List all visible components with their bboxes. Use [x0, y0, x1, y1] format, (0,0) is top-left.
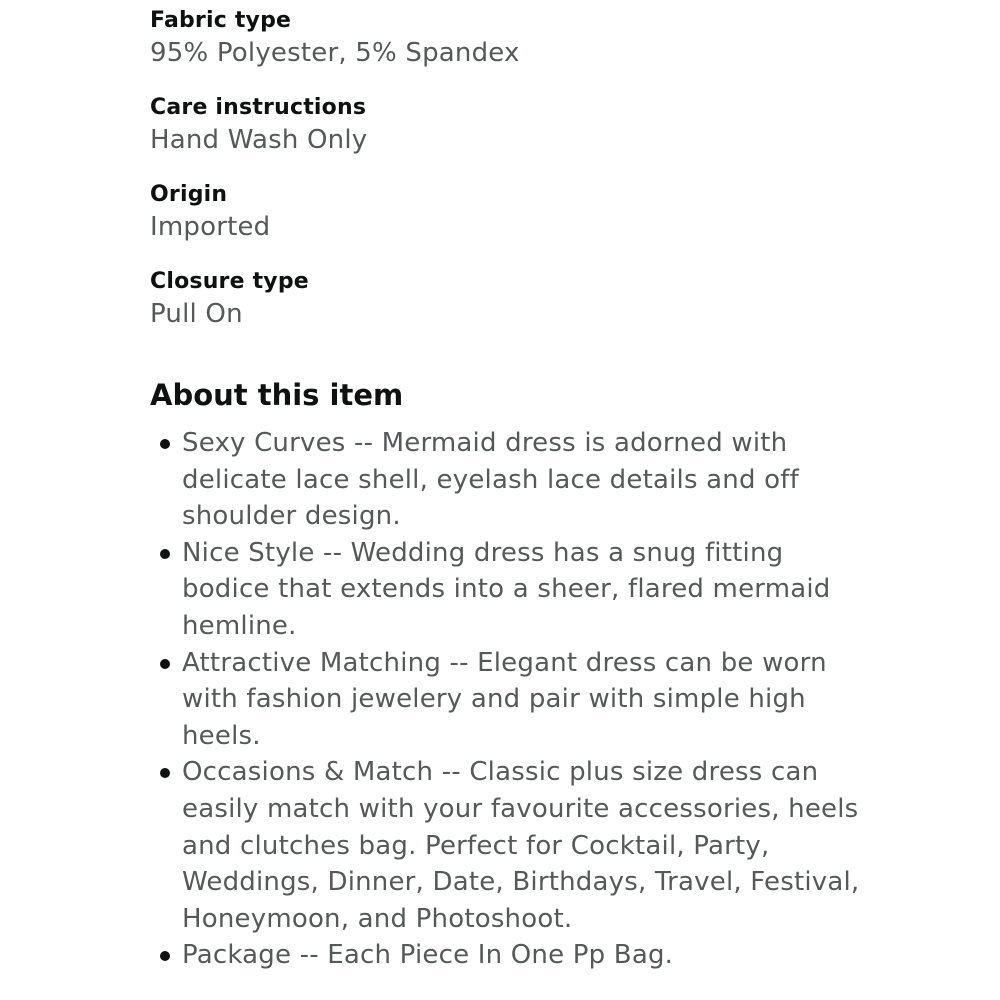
- bullet-text: Package -- Each Piece In One Pp Bag.: [182, 940, 674, 971]
- bullet-item: [150, 425, 870, 535]
- bullet-text: Occasions & Match -- Classic plus size dress can easily match with your favourite accessories, heels and clutches bag. Perfect for Cocktail, Party, Weddings, Dinner, Date, Birthdays, Travel, Festival, Honeymoon, and Photoshoot.: [182, 757, 860, 934]
- bullet-dot-icon: [160, 439, 170, 449]
- bullet-item: [150, 754, 870, 937]
- attribute-care-instructions: [150, 93, 870, 156]
- attribute-label: Closure type: [150, 269, 309, 294]
- attribute-label: Origin: [150, 182, 228, 207]
- bullet-dot-icon: [160, 768, 170, 778]
- bullet-text: Sexy Curves -- Mermaid dress is adorned with delicate lace shell, eyelash lace details and off shoulder design.: [182, 428, 799, 532]
- attribute-fabric-type: [150, 6, 870, 69]
- bullet-dot-icon: [160, 659, 170, 669]
- attribute-value: Hand Wash Only: [150, 125, 368, 155]
- bullet-item: [150, 535, 870, 645]
- attribute-closure-type: [150, 267, 870, 330]
- bullet-text: Nice Style -- Wedding dress has a snug fitting bodice that extends into a sheer, flared mermaid hemline.: [182, 537, 831, 641]
- attribute-origin: [150, 180, 870, 243]
- about-this-item-heading: About this item: [150, 378, 404, 412]
- bullet-text: Attractive Matching -- Elegant dress can be worn with fashion jewelery and pair with simple high heels.: [182, 647, 827, 751]
- attribute-label: Care instructions: [150, 95, 367, 120]
- attribute-label: Fabric type: [150, 8, 292, 33]
- bullet-item: [150, 937, 870, 974]
- about-bullet-list: [150, 425, 870, 974]
- product-details: [150, 0, 870, 974]
- attribute-value: Imported: [150, 212, 271, 242]
- attribute-value: 95% Polyester, 5% Spandex: [150, 38, 520, 68]
- bullet-item: [150, 645, 870, 755]
- bullet-dot-icon: [160, 951, 170, 961]
- attribute-value: Pull On: [150, 299, 243, 329]
- bullet-dot-icon: [160, 549, 170, 559]
